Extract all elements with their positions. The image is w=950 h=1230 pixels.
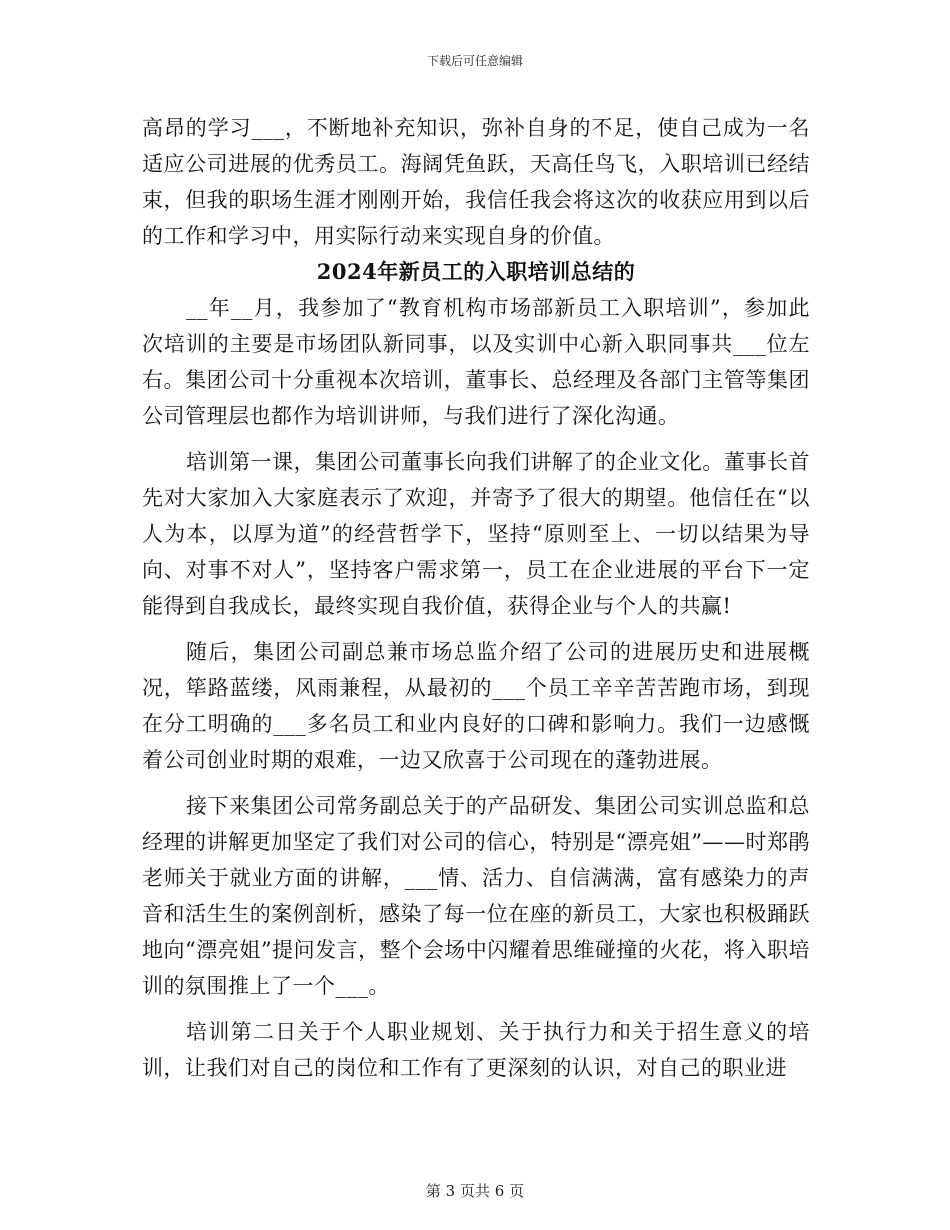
paragraph-speakers: 接下来集团公司常务副总关于的产品研发、集团公司实训总监和总经理的讲解更加坚定了我们对公司的信心，特别是“漂亮姐”——时郑鹃老师关于就业方面的讲解，___情、活力、自信满满，富有感染力的声音和活生生的案例剖析，感染了每一位在座的新员工，大家也积极踊跃地向“漂亮姐”提问发言，整个会场中闪耀着思维碰撞的火花，将入职培训的氛围推上了一个___。 [142,794,810,998]
paragraph-first-lesson: 培训第一课，集团公司董事长向我们讲解了的企业文化。董事长首先对大家加入大家庭表示了欢迎，并寄予了很大的期望。他信任在“以人为本，以厚为道”的经营哲学下，坚持“原则至上、一切以结果为导向、对事不对人”，坚持客户需求第一，员工在企业进展的平台下一定能得到自我成长，最终实现自我价值，获得企业与个人的共赢! [142,450,810,618]
document-body [142,110,810,1086]
page-header: 下载后可任意编辑 [426,54,523,68]
section-title: 2024年新员工的入职培训总结的 [316,259,636,284]
paragraph-history: 随后，集团公司副总兼市场总监介绍了公司的进展历史和进展概况，筚路蓝缕，风雨兼程，从最初的___个员工辛辛苦苦跑市场，到现在分工明确的___多名员工和业内良好的口碑和影响力。我们一边感慨着公司创业时期的艰难，一边又欣喜于公司现在的蓬勃进展。 [142,640,810,772]
page-footer: 第 3 页共 6 页 [425,1182,525,1200]
paragraph-second-day: 培训第二日关于个人职业规划、关于执行力和关于招生意义的培训，让我们对自己的岗位和工作有了更深刻的认识，对自己的职业进 [142,1020,810,1080]
paragraph-intro: __年__月，我参加了“教育机构市场部新员工入职培训”，参加此次培训的主要是市场团队新同事，以及实训中心新入职同事共___位左右。集团公司十分重视本次培训，董事长、总经理及各部门主管等集团公司管理层也都作为培训讲师，与我们进行了深化沟通。 [142,296,810,428]
paragraph-continuation: 高昂的学习___，不断地补充知识，弥补自身的不足，使自己成为一名适应公司进展的优秀员工。海阔凭鱼跃，天高任鸟飞，入职培训已经结束，但我的职场生涯才刚刚开始，我信任我会将这次的收获应用到以后的工作和学习中，用实际行动来实现自身的价值。 [142,116,810,248]
